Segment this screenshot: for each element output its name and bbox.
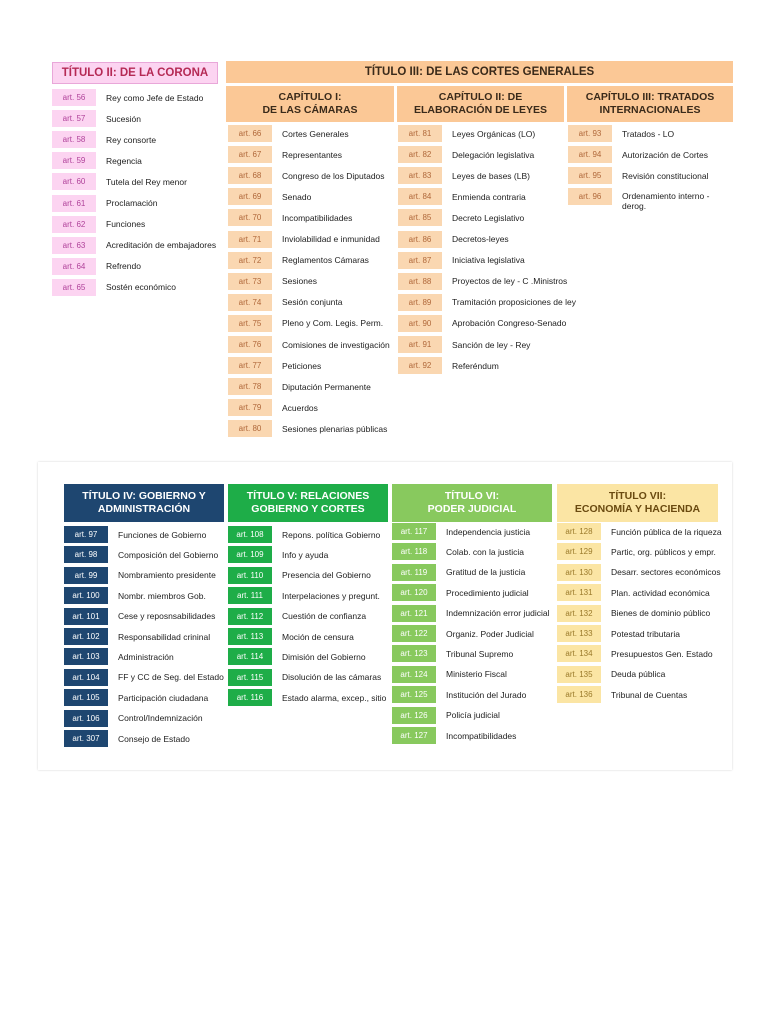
article-label: Sesiones plenarias públicas — [282, 423, 388, 434]
article-number-badge: art. 114 — [228, 648, 272, 665]
article-number-badge: art. 89 — [398, 294, 442, 311]
titulo-iv-title-line1: TÍTULO IV: GOBIERNO Y — [82, 489, 206, 502]
article-number-badge: art. 123 — [392, 645, 436, 662]
article-row — [64, 730, 190, 747]
article-label: Responsabilidad crininal — [118, 631, 211, 642]
article-label: Plan. actividad económica — [611, 587, 710, 598]
article-row — [52, 152, 142, 169]
article-number-badge: art. 105 — [64, 689, 108, 706]
article-row — [557, 564, 721, 581]
article-row — [557, 686, 687, 703]
article-number-badge: art. 117 — [392, 523, 436, 540]
article-row — [398, 146, 534, 163]
article-label: Administración — [118, 651, 174, 662]
article-row — [228, 378, 371, 395]
article-number-badge: art. 124 — [392, 666, 436, 683]
article-row — [392, 707, 500, 724]
article-number-badge: art. 81 — [398, 125, 442, 142]
article-label: Tratados - LO — [622, 128, 675, 139]
article-number-badge: art. 90 — [398, 315, 442, 332]
article-label: Funciones de Gobierno — [118, 529, 207, 540]
article-row — [392, 727, 516, 744]
article-row — [568, 188, 710, 211]
article-label: Info y ayuda — [282, 549, 329, 560]
article-row — [568, 167, 708, 184]
article-number-badge: art. 127 — [392, 727, 436, 744]
article-number-badge: art. 75 — [228, 315, 272, 332]
article-number-badge: art. 83 — [398, 167, 442, 184]
article-label: Presupuestos Gen. Estado — [611, 648, 713, 659]
article-row — [228, 167, 385, 184]
article-number-badge: art. 96 — [568, 188, 612, 205]
article-number-badge: art. 87 — [398, 252, 442, 269]
article-row — [398, 357, 499, 374]
capitulo-i-title-line1: CAPÍTULO I: — [278, 90, 342, 103]
article-number-badge: art. 112 — [228, 608, 272, 625]
article-label: Revisión constitucional — [622, 170, 709, 181]
article-row — [228, 587, 380, 604]
article-row — [52, 216, 145, 233]
article-number-badge: art. 102 — [64, 628, 108, 645]
article-label: Comisiones de investigación — [282, 339, 390, 350]
article-row — [52, 195, 158, 212]
article-label: Decreto Legislativo — [452, 212, 525, 223]
article-label: Función pública de la riqueza — [611, 526, 722, 537]
article-number-badge: art. 71 — [228, 231, 272, 248]
article-number-badge: art. 80 — [228, 420, 272, 437]
article-row — [228, 273, 317, 290]
titulo-ii-header — [52, 62, 218, 84]
article-number-badge: art. 131 — [557, 584, 601, 601]
capitulo-i-title-line2: DE LAS CÁMARAS — [262, 104, 358, 116]
article-label-line1: Ordenamiento interno - — [622, 190, 710, 201]
article-number-badge: art. 85 — [398, 209, 442, 226]
article-number-badge: art. 94 — [568, 146, 612, 163]
article-row — [228, 294, 343, 311]
article-label: Colab. con la justicia — [446, 546, 524, 557]
article-label: Nombr. miembros Gob. — [118, 590, 206, 601]
article-label: Acuerdos — [282, 402, 318, 413]
article-row — [398, 188, 526, 205]
article-row — [52, 258, 141, 275]
article-row — [228, 526, 380, 543]
article-row — [64, 587, 206, 604]
article-label — [622, 191, 709, 211]
capitulo-iii-title-line1: CAPÍTULO III: TRATADOS — [585, 90, 715, 103]
article-number-badge: art. 104 — [64, 669, 108, 686]
article-label: Sostén económico — [106, 282, 176, 293]
titulo-v-title-line2: GOBIERNO Y CORTES — [251, 503, 365, 515]
article-row — [64, 628, 210, 645]
article-number-badge: art. 101 — [64, 608, 108, 625]
article-label: Tutela del Rey menor — [106, 176, 187, 187]
article-label: Desarr. sectores económicos — [611, 567, 721, 578]
article-number-badge: art. 125 — [392, 686, 436, 703]
article-row — [228, 252, 369, 269]
article-row — [64, 546, 218, 563]
article-row — [228, 546, 328, 563]
article-number-badge: art. 66 — [228, 125, 272, 142]
article-number-badge: art. 134 — [557, 645, 601, 662]
article-row — [228, 188, 311, 205]
article-number-badge: art. 98 — [64, 546, 108, 563]
titulo-vi-title-line2: PODER JUDICIAL — [427, 503, 517, 515]
article-label: Potestad tributaria — [611, 628, 680, 639]
article-label: Composición del Gobierno — [118, 549, 219, 560]
article-label: Procedimiento judicial — [446, 587, 529, 598]
article-label: Consejo de Estado — [118, 733, 190, 744]
article-label: Diputación Permanente — [282, 381, 371, 392]
article-row — [228, 608, 366, 625]
article-label: Rey consorte — [106, 134, 157, 145]
article-number-badge: art. 59 — [52, 152, 96, 169]
article-label: Control/Indemnización — [118, 713, 203, 724]
article-label: Inviolabilidad e inmunidad — [282, 234, 380, 244]
article-row — [557, 584, 710, 601]
article-label: Aprobación Congreso-Senado — [452, 318, 567, 329]
article-row — [568, 125, 674, 142]
article-number-badge: art. 62 — [52, 216, 96, 233]
article-row — [398, 209, 524, 226]
article-number-badge: art. 68 — [228, 167, 272, 184]
article-label: Sesión conjunta — [282, 297, 343, 308]
article-label: Decretos-leyes — [452, 234, 509, 244]
article-label: Presencia del Gobierno — [282, 570, 371, 581]
article-number-badge: art. 115 — [228, 669, 272, 686]
article-label: Dimisión del Gobierno — [282, 651, 366, 662]
article-number-badge: art. 99 — [64, 567, 108, 584]
article-row — [228, 209, 352, 226]
article-number-badge: art. 58 — [52, 131, 96, 148]
article-label: Ministerio Fiscal — [446, 669, 507, 680]
article-row — [52, 279, 176, 296]
article-row — [228, 628, 354, 645]
article-label: Independencia justicia — [446, 526, 531, 537]
article-label: Participación ciudadana — [118, 692, 209, 703]
article-row — [64, 689, 208, 706]
article-number-badge: art. 77 — [228, 357, 272, 374]
article-number-badge: art. 86 — [398, 231, 442, 248]
titulo-iii-title: TÍTULO III: DE LAS CORTES GENERALES — [364, 65, 595, 78]
article-number-badge: art. 130 — [557, 564, 601, 581]
article-row — [228, 315, 383, 332]
article-row — [52, 89, 203, 106]
article-label: Deuda pública — [611, 669, 666, 680]
article-row — [392, 564, 525, 581]
article-label: Cese y reposnsabilidades — [118, 611, 216, 622]
article-row — [52, 131, 156, 148]
article-row — [228, 231, 380, 248]
article-label: Congreso de los Diputados — [282, 170, 385, 181]
article-number-badge: art. 91 — [398, 336, 442, 353]
article-number-badge: art. 95 — [568, 167, 612, 184]
article-label: Peticiones — [282, 360, 322, 371]
article-label: Gratitud de la justicia — [446, 567, 526, 578]
titulo-iv-title-line2: ADMINISTRACIÓN — [97, 503, 191, 515]
article-number-badge: art. 116 — [228, 689, 272, 706]
article-number-badge: art. 119 — [392, 564, 436, 581]
article-label: Moción de censura — [282, 631, 354, 642]
article-label: Referéndum — [452, 360, 499, 371]
capitulo-ii-title-line2: ELABORACIÓN DE LEYES — [413, 104, 547, 116]
article-label: Bienes de dominio público — [611, 608, 711, 619]
article-label: Leyes de bases (LB) — [452, 170, 530, 181]
capitulo-iii-header — [567, 86, 733, 122]
article-label: Leyes Orgánicas (LO) — [452, 128, 536, 139]
article-row — [228, 125, 349, 142]
article-number-badge: art. 70 — [228, 209, 272, 226]
article-row — [392, 584, 529, 601]
article-label: Incompatibilidades — [446, 730, 517, 741]
article-label: Incompatibilidades — [282, 212, 353, 223]
article-number-badge: art. 73 — [228, 273, 272, 290]
article-label: Policía judicial — [446, 710, 500, 721]
article-label: Cortes Generales — [282, 128, 349, 139]
article-label: Nombramiento presidente — [118, 570, 216, 581]
article-row — [557, 645, 713, 662]
article-row — [52, 237, 216, 254]
article-row — [398, 125, 535, 142]
article-row — [392, 523, 530, 540]
article-row — [392, 686, 526, 703]
article-row — [228, 689, 386, 706]
titulo-vi-title-line1: TÍTULO VI: — [444, 489, 500, 502]
article-number-badge: art. 79 — [228, 399, 272, 416]
article-number-badge: art. 64 — [52, 258, 96, 275]
article-row — [568, 146, 708, 163]
titulo-v-header — [228, 484, 388, 522]
article-label: Disolución de las cámaras — [282, 672, 382, 683]
article-number-badge: art. 103 — [64, 648, 108, 665]
article-label: Partic, org. públicos y empr. — [611, 546, 716, 557]
article-row — [392, 543, 524, 560]
article-number-badge: art. 108 — [228, 526, 272, 543]
article-row — [52, 173, 187, 190]
titulo-vii-title-line2: ECONOMÍA Y HACIENDA — [574, 503, 701, 515]
article-row — [228, 357, 321, 374]
article-label: Tramitación proposiciones de ley — [452, 297, 576, 308]
article-label: Funciones — [106, 219, 146, 230]
article-label: Sucesión — [106, 113, 141, 124]
capitulo-ii-header — [397, 86, 564, 122]
article-row — [228, 336, 390, 353]
article-number-badge: art. 120 — [392, 584, 436, 601]
article-row — [64, 567, 216, 584]
article-row — [64, 710, 203, 727]
article-row — [398, 167, 530, 184]
article-label: Enmienda contraria — [452, 191, 526, 202]
titulo-vii-header — [557, 484, 718, 522]
article-label: Rey como Jefe de Estado — [106, 92, 204, 103]
article-label: Pleno y Com. Legis. Perm. — [282, 318, 384, 329]
article-label: Senado — [282, 191, 312, 202]
titulo-vi-header — [392, 484, 552, 522]
article-number-badge: art. 88 — [398, 273, 442, 290]
article-number-badge: art. 136 — [557, 686, 601, 703]
article-number-badge: art. 69 — [228, 188, 272, 205]
article-number-badge: art. 128 — [557, 523, 601, 540]
article-label: Interpelaciones y pregunt. — [282, 590, 380, 601]
article-row — [64, 526, 206, 543]
article-number-badge: art. 118 — [392, 543, 436, 560]
article-number-badge: art. 57 — [52, 110, 96, 127]
article-number-badge: art. 307 — [64, 730, 108, 747]
titulo-v-title-line1: TÍTULO V: RELACIONES — [246, 489, 370, 502]
article-number-badge: art. 74 — [228, 294, 272, 311]
article-number-badge: art. 110 — [228, 567, 272, 584]
article-number-badge: art. 67 — [228, 146, 272, 163]
article-row — [52, 110, 141, 127]
article-row — [557, 666, 665, 683]
capitulo-i-header — [226, 86, 394, 122]
article-label: Proclamación — [106, 198, 158, 208]
article-row — [557, 625, 680, 642]
article-row — [392, 645, 513, 662]
article-number-badge: art. 132 — [557, 605, 601, 622]
article-row — [398, 315, 566, 332]
article-number-badge: art. 63 — [52, 237, 96, 254]
article-row — [398, 252, 525, 269]
article-row — [228, 399, 318, 416]
article-label: Tribunal Supremo — [446, 648, 514, 659]
article-number-badge: art. 129 — [557, 543, 601, 560]
article-label: Regencia — [106, 155, 142, 166]
article-number-badge: art. 106 — [64, 710, 108, 727]
article-row — [64, 669, 224, 686]
article-number-badge: art. 100 — [64, 587, 108, 604]
article-row — [228, 420, 387, 437]
article-number-badge: art. 92 — [398, 357, 442, 374]
article-label: Estado alarma, excep., sitio — [282, 692, 387, 703]
article-number-badge: art. 84 — [398, 188, 442, 205]
article-row — [228, 648, 366, 665]
article-label: Autorización de Cortes — [622, 149, 708, 160]
article-number-badge: art. 133 — [557, 625, 601, 642]
article-number-badge: art. 60 — [52, 173, 96, 190]
article-row — [64, 608, 215, 625]
article-number-badge: art. 82 — [398, 146, 442, 163]
capitulo-ii-title-line1: CAPÍTULO II: DE — [438, 90, 523, 103]
article-label: Sanción de ley - Rey — [452, 339, 531, 350]
article-row — [398, 231, 509, 248]
article-number-badge: art. 97 — [64, 526, 108, 543]
article-row — [228, 567, 371, 584]
article-number-badge: art. 121 — [392, 605, 436, 622]
article-number-badge: art. 111 — [228, 587, 272, 604]
article-label: Indemnización error judicial — [446, 608, 550, 619]
article-label: Tribunal de Cuentas — [611, 689, 688, 700]
article-label: Iniciativa legislativa — [452, 255, 525, 266]
article-number-badge: art. 122 — [392, 625, 436, 642]
article-label-line2: derog. — [622, 200, 647, 211]
article-number-badge: art. 93 — [568, 125, 612, 142]
article-number-badge: art. 135 — [557, 666, 601, 683]
article-row — [392, 625, 534, 642]
article-number-badge: art. 76 — [228, 336, 272, 353]
article-label: FF y CC de Seg. del Estado — [118, 672, 224, 683]
article-row — [228, 669, 381, 686]
article-label: Institución del Jurado — [446, 689, 527, 700]
article-row — [398, 336, 530, 353]
article-row — [64, 648, 174, 665]
article-number-badge: art. 72 — [228, 252, 272, 269]
article-label: Refrendo — [106, 261, 141, 272]
article-row — [392, 666, 507, 683]
article-label: Representantes — [282, 149, 343, 160]
article-row — [228, 146, 342, 163]
article-number-badge: art. 126 — [392, 707, 436, 724]
article-number-badge: art. 65 — [52, 279, 96, 296]
article-label: Acreditación de embajadores — [106, 240, 217, 251]
capitulo-iii-title-line2: INTERNACIONALES — [599, 104, 701, 116]
article-number-badge: art. 113 — [228, 628, 272, 645]
article-row — [392, 605, 549, 622]
article-label: Cuestión de confianza — [282, 611, 367, 622]
titulo-vii-title-line1: TÍTULO VII: — [608, 489, 667, 502]
article-label: Repons. política Gobierno — [282, 529, 381, 540]
article-row — [557, 605, 710, 622]
article-label: Sesiones — [282, 276, 317, 287]
article-label: Organiz. Poder Judicial — [446, 628, 534, 639]
article-row — [398, 273, 567, 290]
article-number-badge: art. 78 — [228, 378, 272, 395]
article-row — [557, 523, 722, 540]
article-label: Delegación legislativa — [452, 149, 535, 160]
article-number-badge: art. 56 — [52, 89, 96, 106]
article-number-badge: art. 109 — [228, 546, 272, 563]
article-label: Reglamentos Cámaras — [282, 255, 369, 266]
article-row — [398, 294, 576, 311]
titulo-iv-header — [64, 484, 224, 522]
titulo-ii-title: TÍTULO II: DE LA CORONA — [61, 66, 209, 79]
titulo-iii-header — [226, 61, 733, 83]
article-number-badge: art. 61 — [52, 195, 96, 212]
article-row — [557, 543, 716, 560]
article-label: Proyectos de ley - C .Ministros — [452, 276, 568, 287]
